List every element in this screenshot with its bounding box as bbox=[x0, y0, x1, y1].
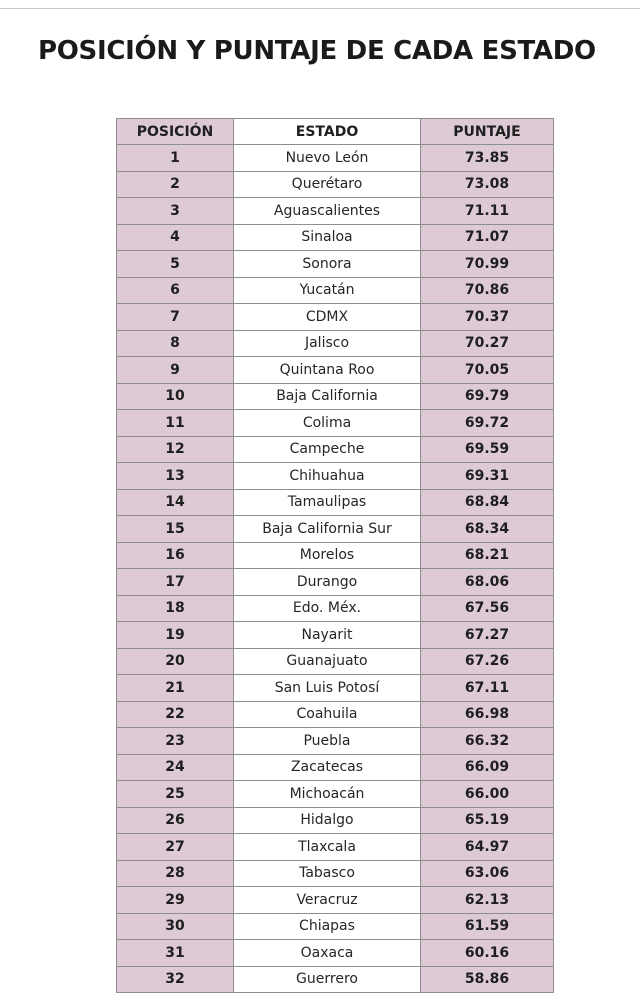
position-cell: 26 bbox=[117, 807, 234, 834]
page-title: POSICIÓN Y PUNTAJE DE CADA ESTADO bbox=[38, 36, 596, 66]
position-cell: 21 bbox=[117, 675, 234, 702]
score-cell: 70.27 bbox=[421, 330, 554, 357]
score-cell: 67.27 bbox=[421, 622, 554, 649]
position-cell: 28 bbox=[117, 860, 234, 887]
table-row bbox=[117, 569, 554, 596]
score-cell: 70.37 bbox=[421, 304, 554, 331]
position-cell: 13 bbox=[117, 463, 234, 490]
score-cell: 65.19 bbox=[421, 807, 554, 834]
position-cell: 27 bbox=[117, 834, 234, 861]
table-row bbox=[117, 198, 554, 225]
position-cell: 32 bbox=[117, 966, 234, 993]
table-header-row bbox=[117, 119, 554, 145]
state-cell: Colima bbox=[234, 410, 421, 437]
position-cell: 5 bbox=[117, 251, 234, 278]
state-cell: Puebla bbox=[234, 728, 421, 755]
ranking-table bbox=[116, 118, 554, 993]
score-cell: 70.05 bbox=[421, 357, 554, 384]
position-cell: 6 bbox=[117, 277, 234, 304]
score-cell: 68.84 bbox=[421, 489, 554, 516]
state-cell: Oaxaca bbox=[234, 940, 421, 967]
state-cell: Aguascalientes bbox=[234, 198, 421, 225]
table-row bbox=[117, 224, 554, 251]
table-row bbox=[117, 807, 554, 834]
score-cell: 69.79 bbox=[421, 383, 554, 410]
position-cell: 4 bbox=[117, 224, 234, 251]
state-cell: Baja California Sur bbox=[234, 516, 421, 543]
state-cell: Jalisco bbox=[234, 330, 421, 357]
state-cell: Yucatán bbox=[234, 277, 421, 304]
score-cell: 67.26 bbox=[421, 648, 554, 675]
state-cell: Nayarit bbox=[234, 622, 421, 649]
state-cell: Zacatecas bbox=[234, 754, 421, 781]
score-cell: 68.21 bbox=[421, 542, 554, 569]
position-cell: 15 bbox=[117, 516, 234, 543]
table-row bbox=[117, 436, 554, 463]
score-cell: 58.86 bbox=[421, 966, 554, 993]
header-posicion: POSICIÓN bbox=[117, 119, 234, 145]
state-cell: Veracruz bbox=[234, 887, 421, 914]
state-cell: Durango bbox=[234, 569, 421, 596]
score-cell: 66.32 bbox=[421, 728, 554, 755]
state-cell: Guerrero bbox=[234, 966, 421, 993]
table-row bbox=[117, 913, 554, 940]
score-cell: 67.11 bbox=[421, 675, 554, 702]
position-cell: 20 bbox=[117, 648, 234, 675]
state-cell: Querétaro bbox=[234, 171, 421, 198]
state-cell: Quintana Roo bbox=[234, 357, 421, 384]
score-cell: 69.72 bbox=[421, 410, 554, 437]
score-cell: 66.98 bbox=[421, 701, 554, 728]
state-cell: Tabasco bbox=[234, 860, 421, 887]
score-cell: 71.11 bbox=[421, 198, 554, 225]
score-cell: 66.09 bbox=[421, 754, 554, 781]
score-cell: 69.31 bbox=[421, 463, 554, 490]
position-cell: 8 bbox=[117, 330, 234, 357]
state-cell: Nuevo León bbox=[234, 145, 421, 172]
score-cell: 66.00 bbox=[421, 781, 554, 808]
score-cell: 64.97 bbox=[421, 834, 554, 861]
table-row bbox=[117, 595, 554, 622]
position-cell: 16 bbox=[117, 542, 234, 569]
score-cell: 67.56 bbox=[421, 595, 554, 622]
position-cell: 17 bbox=[117, 569, 234, 596]
position-cell: 1 bbox=[117, 145, 234, 172]
state-cell: Morelos bbox=[234, 542, 421, 569]
position-cell: 25 bbox=[117, 781, 234, 808]
table-row bbox=[117, 940, 554, 967]
position-cell: 2 bbox=[117, 171, 234, 198]
state-cell: San Luis Potosí bbox=[234, 675, 421, 702]
position-cell: 30 bbox=[117, 913, 234, 940]
position-cell: 14 bbox=[117, 489, 234, 516]
header-puntaje: PUNTAJE bbox=[421, 119, 554, 145]
table-row bbox=[117, 860, 554, 887]
table-row bbox=[117, 277, 554, 304]
top-divider bbox=[0, 8, 640, 9]
score-cell: 61.59 bbox=[421, 913, 554, 940]
state-cell: Michoacán bbox=[234, 781, 421, 808]
position-cell: 31 bbox=[117, 940, 234, 967]
state-cell: Baja California bbox=[234, 383, 421, 410]
state-cell: Tlaxcala bbox=[234, 834, 421, 861]
state-cell: CDMX bbox=[234, 304, 421, 331]
table-row bbox=[117, 781, 554, 808]
header-estado: ESTADO bbox=[234, 119, 421, 145]
position-cell: 24 bbox=[117, 754, 234, 781]
position-cell: 23 bbox=[117, 728, 234, 755]
table-row bbox=[117, 410, 554, 437]
table-row bbox=[117, 383, 554, 410]
state-cell: Coahuila bbox=[234, 701, 421, 728]
score-cell: 71.07 bbox=[421, 224, 554, 251]
table-body bbox=[117, 145, 554, 993]
table-row bbox=[117, 542, 554, 569]
table-row bbox=[117, 251, 554, 278]
table-row bbox=[117, 516, 554, 543]
table-row bbox=[117, 463, 554, 490]
score-cell: 60.16 bbox=[421, 940, 554, 967]
table-row bbox=[117, 834, 554, 861]
table-row bbox=[117, 622, 554, 649]
state-cell: Edo. Méx. bbox=[234, 595, 421, 622]
position-cell: 19 bbox=[117, 622, 234, 649]
state-cell: Tamaulipas bbox=[234, 489, 421, 516]
state-cell: Sinaloa bbox=[234, 224, 421, 251]
score-cell: 68.34 bbox=[421, 516, 554, 543]
position-cell: 11 bbox=[117, 410, 234, 437]
position-cell: 29 bbox=[117, 887, 234, 914]
score-cell: 62.13 bbox=[421, 887, 554, 914]
position-cell: 7 bbox=[117, 304, 234, 331]
position-cell: 22 bbox=[117, 701, 234, 728]
position-cell: 12 bbox=[117, 436, 234, 463]
score-cell: 73.08 bbox=[421, 171, 554, 198]
position-cell: 3 bbox=[117, 198, 234, 225]
state-cell: Guanajuato bbox=[234, 648, 421, 675]
table-row bbox=[117, 489, 554, 516]
table-row bbox=[117, 330, 554, 357]
score-cell: 70.86 bbox=[421, 277, 554, 304]
table-row bbox=[117, 754, 554, 781]
table-row bbox=[117, 728, 554, 755]
state-cell: Sonora bbox=[234, 251, 421, 278]
score-cell: 73.85 bbox=[421, 145, 554, 172]
table-row bbox=[117, 701, 554, 728]
position-cell: 9 bbox=[117, 357, 234, 384]
table-row bbox=[117, 171, 554, 198]
position-cell: 18 bbox=[117, 595, 234, 622]
table-row bbox=[117, 648, 554, 675]
score-cell: 70.99 bbox=[421, 251, 554, 278]
table-row bbox=[117, 887, 554, 914]
score-cell: 69.59 bbox=[421, 436, 554, 463]
table-row bbox=[117, 304, 554, 331]
table-row bbox=[117, 966, 554, 993]
table-row bbox=[117, 357, 554, 384]
score-cell: 68.06 bbox=[421, 569, 554, 596]
state-cell: Chihuahua bbox=[234, 463, 421, 490]
table-row bbox=[117, 145, 554, 172]
score-cell: 63.06 bbox=[421, 860, 554, 887]
state-cell: Campeche bbox=[234, 436, 421, 463]
position-cell: 10 bbox=[117, 383, 234, 410]
state-cell: Hidalgo bbox=[234, 807, 421, 834]
state-cell: Chiapas bbox=[234, 913, 421, 940]
table-row bbox=[117, 675, 554, 702]
